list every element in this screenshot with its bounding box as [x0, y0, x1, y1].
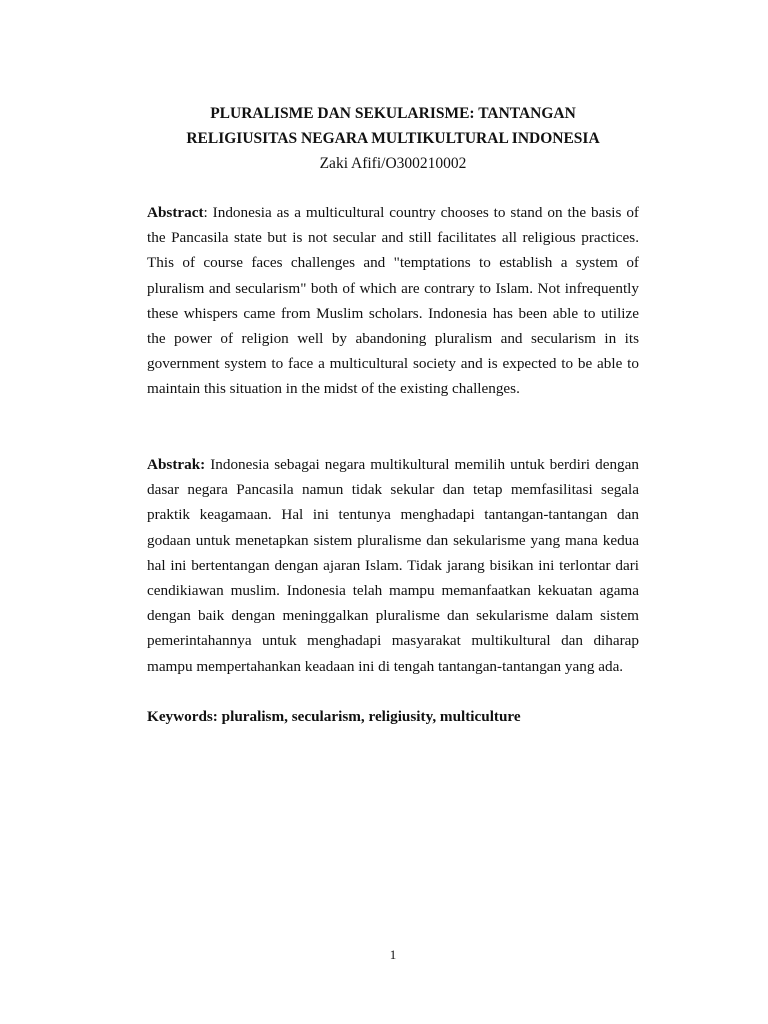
abstract-english-label: Abstract [147, 204, 204, 221]
keywords-line: Keywords: pluralism, secularism, religiusity, multiculture [147, 708, 521, 725]
abstract-indonesian-text: Indonesia sebagai negara multikultural memilih untuk berdiri dengan dasar negara Pancasila namun tidak sekular dan tetap memfasilitasi segala praktik keagamaan. Hal ini tentunya menghadapi tantangan-tantangan dan godaan untuk menetapkan sistem pluralisme dan sekularisme yang mana kedua hal ini bertentangan dengan ajaran Islam. Tidak jarang bisikan ini terlontar dari cendikiawan muslim. Indonesia telah mampu memanfaatkan kekuatan agama dengan baik dengan meninggalkan pluralisme dan sekularisme dalam sistem pemerintahannya untuk menghadapi masyarakat multikultural dan diharap mampu mempertahankan keadaan ini di tengah tantangan-tantangan yang ada. [147, 456, 639, 675]
title-block [0, 101, 768, 177]
author-line: Zaki Afifi/O300210002 [319, 155, 467, 172]
abstract-english [147, 200, 639, 402]
paper-title-line-2: RELIGIUSITAS NEGARA MULTIKULTURAL INDONESIA [186, 130, 600, 147]
paper-title-line-1: PLURALISME DAN SEKULARISME: TANTANGAN [210, 105, 576, 122]
abstract-indonesian-label: Abstrak: [147, 456, 206, 473]
page-number: 1 [389, 947, 397, 962]
abstract-indonesian [147, 452, 639, 679]
abstract-english-text: : Indonesia as a multicultural country chooses to stand on the basis of the Pancasila state but is not secular and still facilitates all religious practices. This of course faces challenges and "temptations to establish a system of pluralism and secularism" both of which are contrary to Islam. Not infrequently these whispers came from Muslim scholars. Indonesia has been able to utilize the power of religion well by abandoning pluralism and secularism in its government system to face a multicultural society and is expected to be able to maintain this situation in the midst of the existing challenges. [147, 204, 639, 398]
